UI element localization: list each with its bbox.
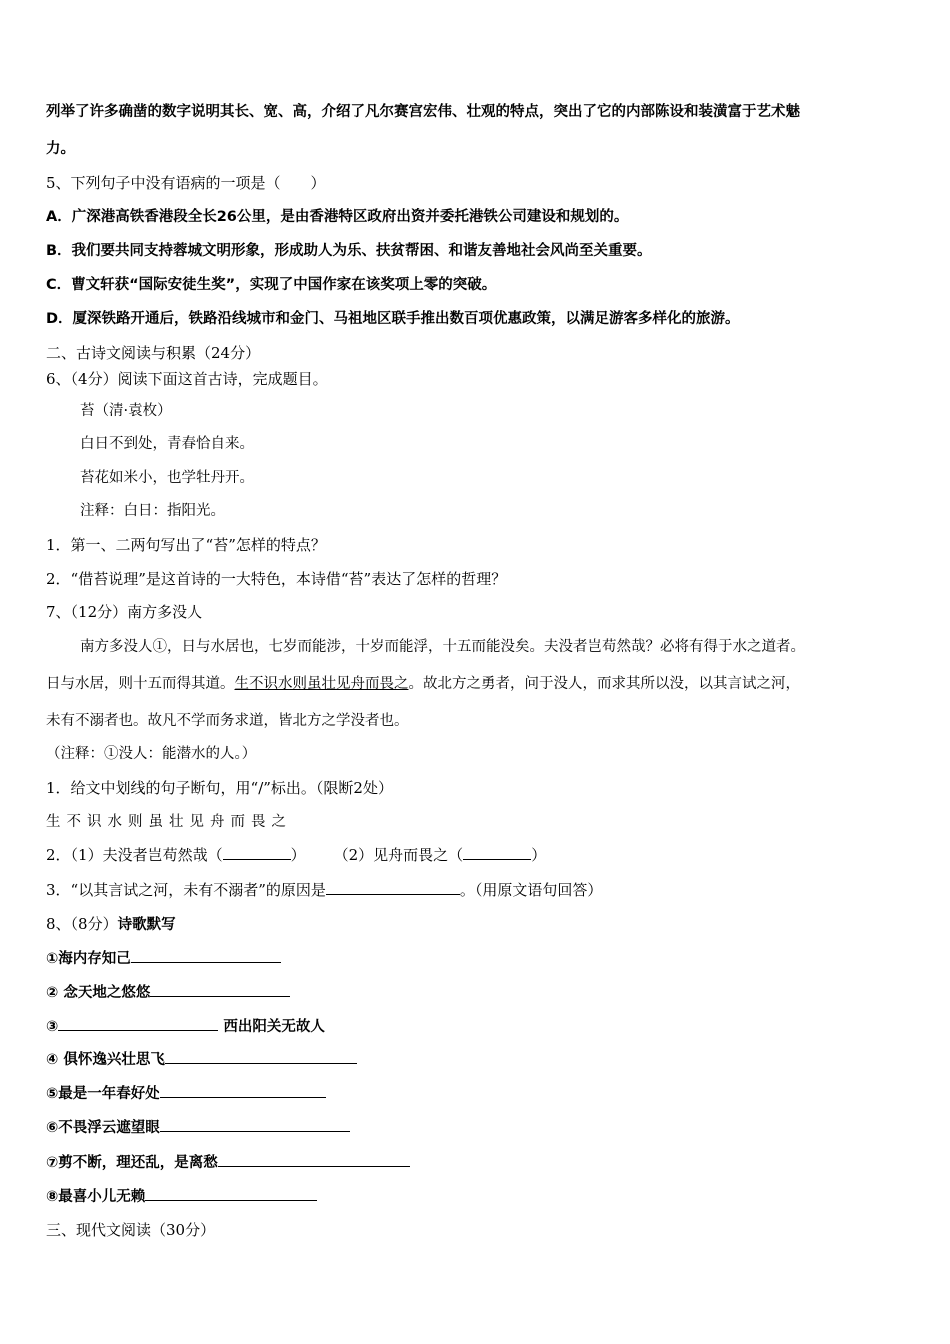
q8-item-3: ③ 西出阳关无故人 xyxy=(46,1016,910,1037)
poem-line-2: 苔花如米小，也学牡丹开。 xyxy=(80,470,254,486)
q8-item-4: ④ 俱怀逸兴壮思飞 xyxy=(46,1049,910,1070)
answer-blank[interactable] xyxy=(160,1083,326,1098)
q5-option-b: B．我们要共同支持蓉城文明形象，形成助人为乐、扶贫帮困、和谐友善地社会风尚至关重要。 xyxy=(46,243,652,259)
question-8-stem: 8、（8分）诗歌默写 xyxy=(46,915,176,933)
q5-option-d: D．厦深铁路开通后，铁路沿线城市和金门、马祖地区联手推出数百项优惠政策，以满足游客多样化的旅游。 xyxy=(46,311,740,327)
poem-note: 注释：白日：指阳光。 xyxy=(80,503,225,519)
carryover-line-2: 力。 xyxy=(46,141,75,157)
q8-item-7: ⑦剪不断，理还乱，是离愁 xyxy=(46,1152,910,1173)
answer-blank[interactable] xyxy=(223,845,291,860)
q6-sub-1: 1．第一、二两句写出了“苔”怎样的特点？ xyxy=(46,536,326,554)
q7-sub-2: 2．（1）夫没者岂苟然哉（ ） （2）见舟而畏之（ ） xyxy=(46,846,547,864)
underlined-sentence: 生不识水则虽壮见舟而畏之 xyxy=(234,676,409,692)
section-2-heading: 二、古诗文阅读与积累（24分） xyxy=(46,344,261,362)
passage-line-3: 未有不溺者也。故凡不学而务求道，皆北方之学没者也。 xyxy=(46,713,409,729)
q8-item-6: ⑥不畏浮云遮望眼 xyxy=(46,1117,910,1138)
answer-blank[interactable] xyxy=(131,948,281,963)
answer-blank[interactable] xyxy=(218,1152,410,1167)
answer-blank[interactable] xyxy=(165,1049,357,1064)
q8-item-1: ①海内存知己 xyxy=(46,948,910,969)
q5-option-a: A．广深港高铁香港段全长26公里，是由香港特区政府出资并委托港铁公司建设和规划的。 xyxy=(46,209,629,225)
q6-sub-2: 2．“借苔说理”是这首诗的一大特色，本诗借“苔”表达了怎样的哲理？ xyxy=(46,570,507,588)
passage-annotation: （注释：①没人：能潜水的人。） xyxy=(46,746,257,762)
q8-item-2: ② 念天地之悠悠 xyxy=(46,982,910,1003)
poem-title: 苔（清·袁枚） xyxy=(80,403,172,419)
poem-line-1: 白日不到处，青春恰自来。 xyxy=(80,436,254,452)
passage-line-1: 南方多没人①，日与水居也，七岁而能涉，十岁而能浮，十五而能没矣。夫没者岂苟然哉？必将有得于水之道者。 xyxy=(80,639,805,655)
answer-blank[interactable] xyxy=(150,982,290,997)
answer-blank[interactable] xyxy=(160,1117,350,1132)
q7-sub-1: 1．给文中划线的句子断句，用“/”标出。（限断2处） xyxy=(46,779,393,797)
carryover-line-1: 列举了许多确凿的数字说明其长、宽、高，介绍了凡尔赛宫宏伟、壮观的特点，突出了它的内部陈设和装潢富于艺术魅 xyxy=(46,104,800,120)
answer-blank[interactable] xyxy=(145,1186,317,1201)
passage-line-2: 日与水居，则十五而得其道。生不识水则虽壮见舟而畏之。故北方之勇者，问于没人，而求其所以没，以其言试之河， xyxy=(46,676,800,692)
q8-item-5: ⑤最是一年春好处 xyxy=(46,1083,910,1104)
q8-item-8: ⑧最喜小儿无赖 xyxy=(46,1186,910,1207)
answer-blank[interactable] xyxy=(463,845,531,860)
section-3-heading: 三、现代文阅读（30分） xyxy=(46,1221,216,1239)
q7-sub-1-sentence: 生不识水则虽壮见舟而畏之 xyxy=(46,814,292,830)
q5-option-c: C．曹文轩获“国际安徒生奖”，实现了中国作家在该奖项上零的突破。 xyxy=(46,277,497,293)
answer-blank[interactable] xyxy=(326,880,460,895)
question-6-stem: 6、（4分）阅读下面这首古诗，完成题目。 xyxy=(46,370,328,388)
question-5-stem: 5、下列句子中没有语病的一项是（ ） xyxy=(46,174,326,192)
answer-blank[interactable] xyxy=(58,1016,218,1031)
q7-sub-3: 3．“以其言试之河，未有不溺者”的原因是 。（用原文语句回答） xyxy=(46,881,603,899)
question-7-stem: 7、（12分）南方多没人 xyxy=(46,603,203,621)
